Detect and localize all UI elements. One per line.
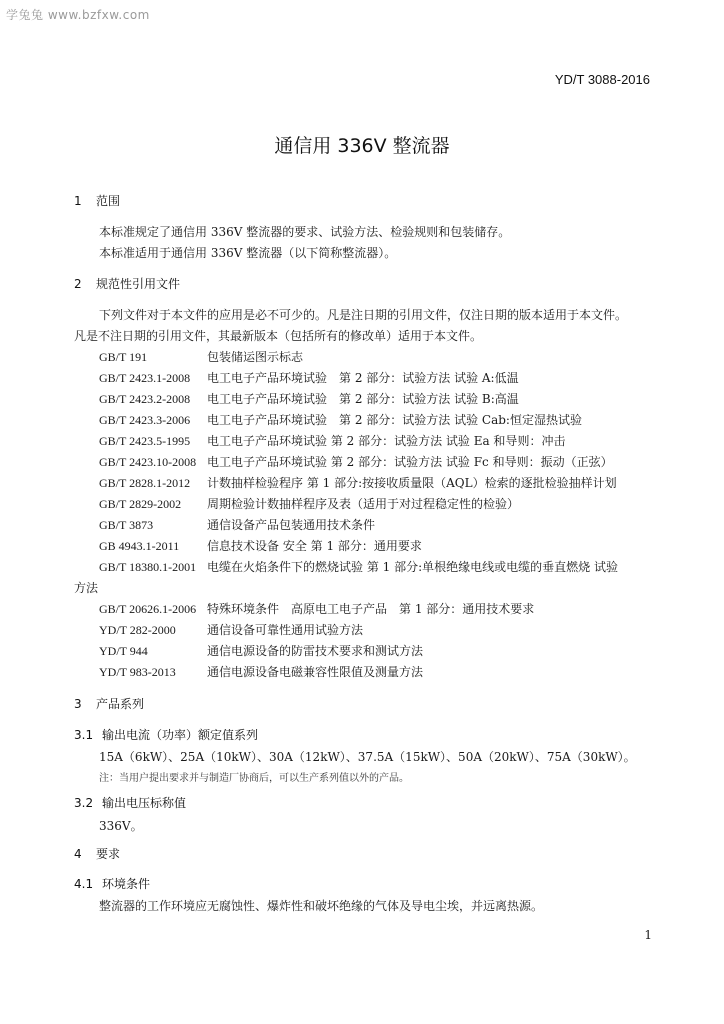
paragraph: 凡是不注日期的引用文件，其最新版本（包括所有的修改单）适用于本文件。	[74, 329, 483, 343]
subsection-title: 输出电压标称值	[102, 796, 187, 810]
paragraph: 本标准规定了通信用 336V 整流器的要求、试验方法、检验规则和包装储存。	[99, 225, 511, 239]
reference-title: 通信电源设备电磁兼容性限值及测量方法	[207, 665, 424, 679]
reference-code: GB/T 2423.5-1995	[99, 434, 191, 448]
reference-code: GB/T 2829-2002	[99, 497, 182, 511]
reference-title: 周期检验计数抽样程序及表（适用于对过程稳定性的检验）	[207, 497, 520, 511]
reference-code: YD/T 983-2013	[99, 665, 176, 679]
reference-title: 电工电子产品环境试验 第 2 部分：试验方法 试验 A:低温	[207, 371, 519, 385]
watermark: 学兔兔 www.bzfxw.com	[6, 8, 150, 22]
section-1-heading	[74, 193, 120, 209]
section-3-heading	[74, 696, 144, 712]
reference-item	[99, 601, 534, 617]
reference-code: GB/T 18380.1-2001	[99, 560, 197, 574]
reference-item	[99, 475, 617, 491]
section-number: 2	[74, 277, 82, 291]
subsection-3-2-heading	[74, 795, 186, 811]
note: 注：当用户提出要求并与制造厂协商后，可以生产系列值以外的产品。	[99, 773, 409, 784]
reference-code: YD/T 944	[99, 644, 148, 658]
reference-title: 计数抽样检验程序 第 1 部分:按接收质量限（AQL）检索的逐批检验抽样计划	[207, 476, 617, 490]
subsection-number: 3.1	[74, 728, 94, 742]
reference-item	[99, 433, 565, 449]
section-title: 规范性引用文件	[96, 277, 181, 291]
reference-code: GB/T 2423.2-2008	[99, 392, 191, 406]
section-title: 产品系列	[96, 697, 145, 711]
paragraph: 本标准适用于通信用 336V 整流器（以下简称整流器）。	[99, 246, 397, 260]
reference-code: GB/T 3873	[99, 518, 154, 532]
reference-item	[99, 391, 519, 407]
reference-item	[99, 538, 422, 554]
reference-title: 电工电子产品环境试验 第 2 部分：试验方法 试验 Ea 和导则：冲击	[207, 434, 566, 448]
subsection-title: 输出电流（功率）额定值系列	[102, 728, 259, 742]
page-number: 1	[644, 928, 652, 942]
reference-code: GB/T 191	[99, 350, 148, 364]
subsection-title: 环境条件	[102, 877, 151, 891]
subsection-number: 4.1	[74, 877, 94, 891]
reference-item	[99, 643, 423, 659]
voltage-value: 336V。	[99, 819, 143, 833]
reference-title: 电工电子产品环境试验 第 2 部分：试验方法 试验 B:高温	[207, 392, 519, 406]
reference-title: 电工电子产品环境试验 第 2 部分：试验方法 试验 Cab:恒定湿热试验	[207, 413, 582, 427]
reference-item	[99, 412, 582, 428]
reference-title: 特殊环境条件 高原电工电子产品 第 1 部分：通用技术要求	[207, 602, 535, 616]
reference-code: GB/T 2828.1-2012	[99, 476, 191, 490]
reference-item	[99, 664, 423, 680]
reference-item	[74, 580, 98, 596]
section-number: 1	[74, 194, 82, 208]
reference-code: GB/T 20626.1-2006	[99, 602, 197, 616]
section-2-heading	[74, 276, 180, 292]
reference-item	[99, 559, 618, 575]
subsection-number: 3.2	[74, 796, 94, 810]
reference-item	[99, 622, 363, 638]
subsection-3-1-heading	[74, 727, 258, 743]
reference-title: 通信电源设备的防雷技术要求和测试方法	[207, 644, 424, 658]
reference-code: GB/T 2423.3-2006	[99, 413, 191, 427]
reference-code: GB 4943.1-2011	[99, 539, 180, 553]
reference-item	[99, 496, 519, 512]
reference-title: 通信设备可靠性通用试验方法	[207, 623, 364, 637]
section-title: 要求	[96, 847, 121, 861]
paragraph: 下列文件对于本文件的应用是必不可少的。凡是注日期的引用文件，仅注日期的版本适用于本文件。	[99, 308, 628, 322]
page-title: 通信用 336V 整流器	[274, 135, 450, 157]
section-4-heading	[74, 846, 120, 862]
reference-title: 电缆在火焰条件下的燃烧试验 第 1 部分:单根绝缘电线或电缆的垂直燃烧 试验	[207, 560, 618, 574]
reference-title: 通信设备产品包装通用技术条件	[207, 518, 376, 532]
rating-values: 15A（6kW）、25A（10kW）、30A（12kW）、37.5A（15kW）、50A（20kW）、75A（30kW）。	[99, 750, 636, 764]
reference-title: 电工电子产品环境试验 第 2 部分：试验方法 试验 Fc 和导则：振动（正弦）	[207, 455, 613, 469]
subsection-4-1-heading	[74, 876, 150, 892]
reference-item	[99, 370, 519, 386]
reference-item	[99, 349, 303, 365]
document-code: YD/T 3088-2016	[554, 72, 650, 87]
reference-title: 方法	[74, 581, 99, 595]
reference-code: GB/T 2423.1-2008	[99, 371, 191, 385]
section-number: 3	[74, 697, 82, 711]
paragraph: 整流器的工作环境应无腐蚀性、爆炸性和破坏绝缘的气体及导电尘埃，并远离热源。	[99, 899, 544, 913]
section-title: 范围	[96, 194, 121, 208]
reference-title: 包装储运图示标志	[207, 350, 304, 364]
reference-code: GB/T 2423.10-2008	[99, 455, 197, 469]
reference-item	[99, 517, 375, 533]
reference-title: 信息技术设备 安全 第 1 部分：通用要求	[207, 539, 422, 553]
reference-item	[99, 454, 613, 470]
reference-code: YD/T 282-2000	[99, 623, 176, 637]
section-number: 4	[74, 847, 82, 861]
